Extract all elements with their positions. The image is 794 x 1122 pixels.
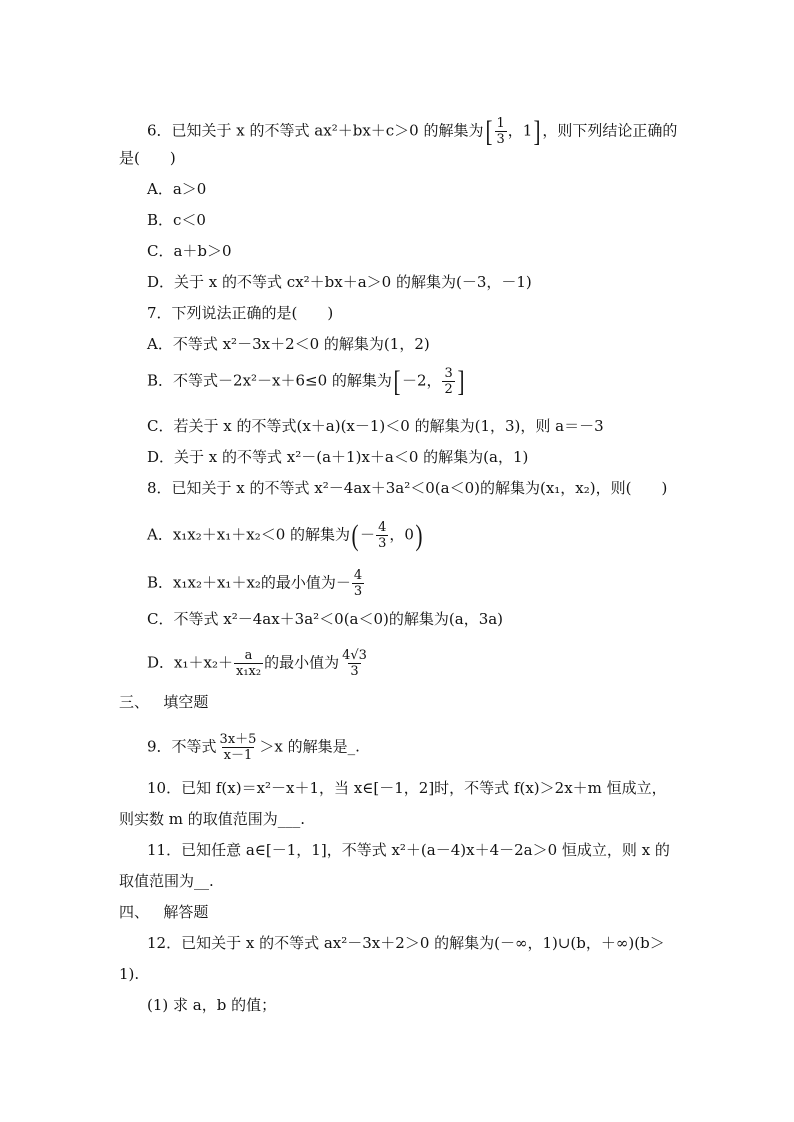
interval-left-bracket: (	[351, 518, 359, 552]
q9-suffix: ＞x 的解集是_.	[259, 737, 360, 756]
section-4-number: 四、	[119, 903, 150, 921]
q9-fraction: $\frac{3x+5}{x-1}$	[219, 732, 257, 763]
q7-stem: 7．下列说法正确的是( )	[147, 304, 334, 322]
q6-stem-line1: 6．已知关于 x 的不等式 ax²＋bx＋c＞0 的解集为[ $\frac{1}{3}$ ，1] ，则下列结论正确的	[147, 114, 678, 148]
q8-option-b	[147, 568, 365, 599]
q8-option-a-right: 0	[404, 525, 414, 544]
q8-option-d	[147, 648, 370, 679]
q11-line1: 11．已知任意 a∈[－1，1]，不等式 x²＋(a－4)x＋4－2a＞0 恒成立，则 x 的	[147, 841, 670, 859]
q11-line2: 取值范围为__.	[119, 872, 214, 890]
section-3-heading	[119, 692, 208, 712]
q7-option-b-fraction: $\frac{3}{2}$	[444, 366, 453, 397]
q8-option-c: C．不等式 x²－4ax＋3a²＜0(a＜0)的解集为(a，3a)	[147, 610, 504, 628]
q6-stem: 6．已知关于 x 的不等式 ax²＋bx＋c＞0 的解集为	[147, 121, 484, 140]
q6-option-c: C．a＋b＞0	[147, 242, 232, 260]
section-3-title: 填空题	[163, 693, 209, 711]
q8-option-d-answer-fraction: $\frac{4√3}{3}$	[342, 648, 367, 679]
q8-option-b-text: B．x₁x₂＋x₁＋x₂的最小值为－	[147, 573, 351, 592]
q7-option-b	[147, 366, 466, 397]
section-3-number: 三、	[119, 693, 150, 711]
section-4-title: 解答题	[163, 903, 209, 921]
q8-option-d-fraction: $\frac{a}{\text{x₁x₂}}$	[235, 648, 262, 679]
q6-option-a: A．a＞0	[147, 180, 207, 198]
q6-stem-line2: 是( )	[119, 149, 176, 167]
q7-option-a: A．不等式 x²－3x＋2＜0 的解集为(1，2)	[147, 335, 430, 353]
q6-option-b: B．c＜0	[147, 211, 206, 229]
interval-right-bracket: )	[415, 518, 423, 552]
q7-option-b-left: －2，	[401, 371, 442, 390]
q8-option-a-text: A．x₁x₂＋x₁＋x₂＜0 的解集为	[147, 525, 351, 544]
section-4-heading	[119, 902, 208, 922]
q9-prefix: 9．不等式	[147, 737, 217, 756]
q7-option-b-text: B．不等式－2x²－x＋6≤0 的解集为	[147, 371, 392, 390]
q8-stem: 8．已知关于 x 的不等式 x²－4ax＋3a²＜0(a＜0)的解集为(x₁，x₂)，则( )	[147, 479, 668, 497]
interval-left-bracket: [	[393, 364, 401, 398]
q6-interval-fraction: $\frac{1}{3}$	[496, 116, 505, 147]
q12-line2: 1).	[119, 965, 140, 983]
q6-option-d: D．关于 x 的不等式 cx²＋bx＋a＞0 的解集为(－3，－1)	[147, 273, 532, 291]
interval-right-bracket: ]	[533, 114, 541, 148]
interval-right-bracket: ]	[457, 364, 465, 398]
q7-option-c: C．若关于 x 的不等式(x＋a)(x－1)＜0 的解集为(1，3)，则 a＝－3	[147, 417, 604, 435]
q6-interval-right: 1	[522, 121, 533, 140]
q6-stem-tail: ，则下列结论正确的	[542, 121, 678, 140]
q10-line1: 10．已知 f(x)＝x²－x＋1，当 x∈[－1，2]时，不等式 f(x)＞2x＋m 恒成立，	[147, 779, 667, 797]
q12-part1: (1) 求 a，b 的值；	[147, 996, 277, 1014]
q10-line2: 则实数 m 的取值范围为___.	[119, 810, 306, 828]
q12-line1: 12．已知关于 x 的不等式 ax²－3x＋2＞0 的解集为(－∞，1)∪(b，＋∞)(b＞	[147, 934, 665, 952]
q7-option-d: D．关于 x 的不等式 x²－(a＋1)x＋a＜0 的解集为(a，1)	[147, 448, 529, 466]
q8-option-a-fraction: $\frac{4}{3}$	[378, 520, 387, 551]
q8-option-d-text: D．x₁＋x₂＋	[147, 653, 233, 672]
q8-option-d-mid: 的最小值为	[264, 653, 340, 672]
q8-option-b-fraction: $\frac{4}{3}$	[353, 568, 363, 599]
q8-option-a: A．x₁x₂＋x₁＋x₂＜0 的解集为( － $\frac{4}{3}$ ，0)	[147, 518, 423, 552]
interval-left-bracket: [	[485, 114, 492, 148]
q9-line	[147, 732, 360, 763]
